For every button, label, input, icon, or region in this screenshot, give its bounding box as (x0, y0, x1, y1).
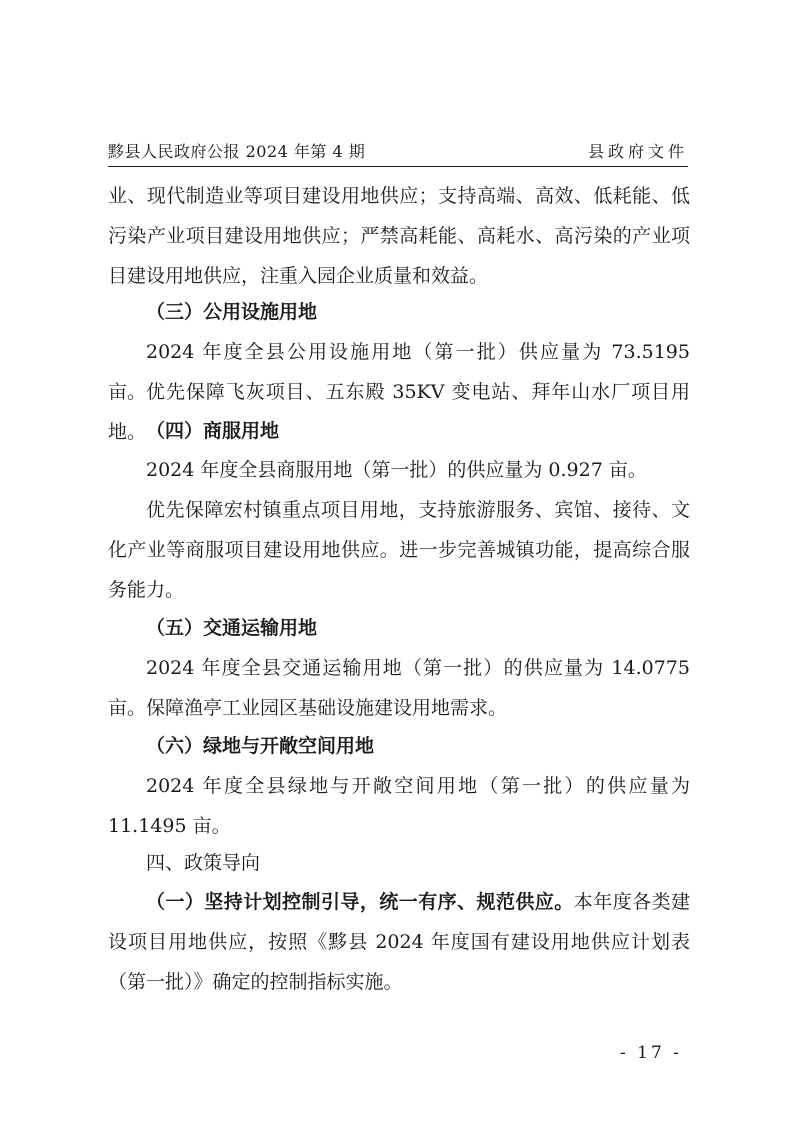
commercial-supply-paragraph: 2024 年度全县商服用地（第一批）的供应量为 0.927 亩。 (146, 459, 647, 481)
policy-paragraph (108, 882, 690, 1002)
transport-supply-paragraph: 2024 年度全县交通运输用地（第一批）的供应量为 14.0775 亩。保障渔亭工业园区基础设施建设用地需求。 (108, 657, 690, 719)
commercial-priority-paragraph: 优先保障宏村镇重点项目用地，支持旅游服务、宾馆、接待、文化产业等商服项目建设用地供应。进一步完善城镇功能，提高综合服务能力。 (108, 499, 690, 601)
heading-public-facilities: （三）公用设施用地 (146, 301, 318, 323)
heading-policy-guidance: 四、政策导向 (146, 852, 261, 874)
policy-lead-sentence: （一）坚持计划控制引导，统一有序、规范供应。 (146, 891, 574, 913)
public-facilities-supply-paragraph: 2024 年度全县公用设施用地（第一批）供应量为 73.5195 亩。 (108, 341, 690, 403)
green-space-supply-paragraph: 2024 年度全县绿地与开敞空间用地（第一批）的供应量为 11.1495 亩。 (108, 775, 690, 837)
running-header (108, 139, 688, 165)
intro-paragraph: 业、现代制造业等项目建设用地供应；支持高端、高效、低耗能、低污染产业项目建设用地供应；严禁高耗能、高耗水、高污染的产业项目建设用地供应，注重入园企业质量和效益。 (108, 185, 690, 287)
header-publication-title: 黟县人民政府公报 2024 年第 4 期 (108, 142, 366, 161)
header-section-label: 县政府文件 (587, 142, 688, 161)
heading-transport-land: （五）交通运输用地 (146, 617, 318, 639)
header-divider (108, 166, 688, 167)
public-facilities-priority-paragraph: 优先保障飞灰项目、五东殿 35KV 变电站、拜年山水厂项目用地。 (108, 381, 690, 443)
page-number: - 17 - (620, 1043, 682, 1063)
policy-body-text: 本年度各类建设项目用地供应，按照《黟县 2024 年度国有建设用地供应计划表（第一批）》确定的控制指标实施。 (108, 891, 690, 993)
heading-green-space-land: （六）绿地与开敞空间用地 (146, 735, 375, 757)
heading-commercial-land: （四）商服用地 (146, 420, 280, 442)
